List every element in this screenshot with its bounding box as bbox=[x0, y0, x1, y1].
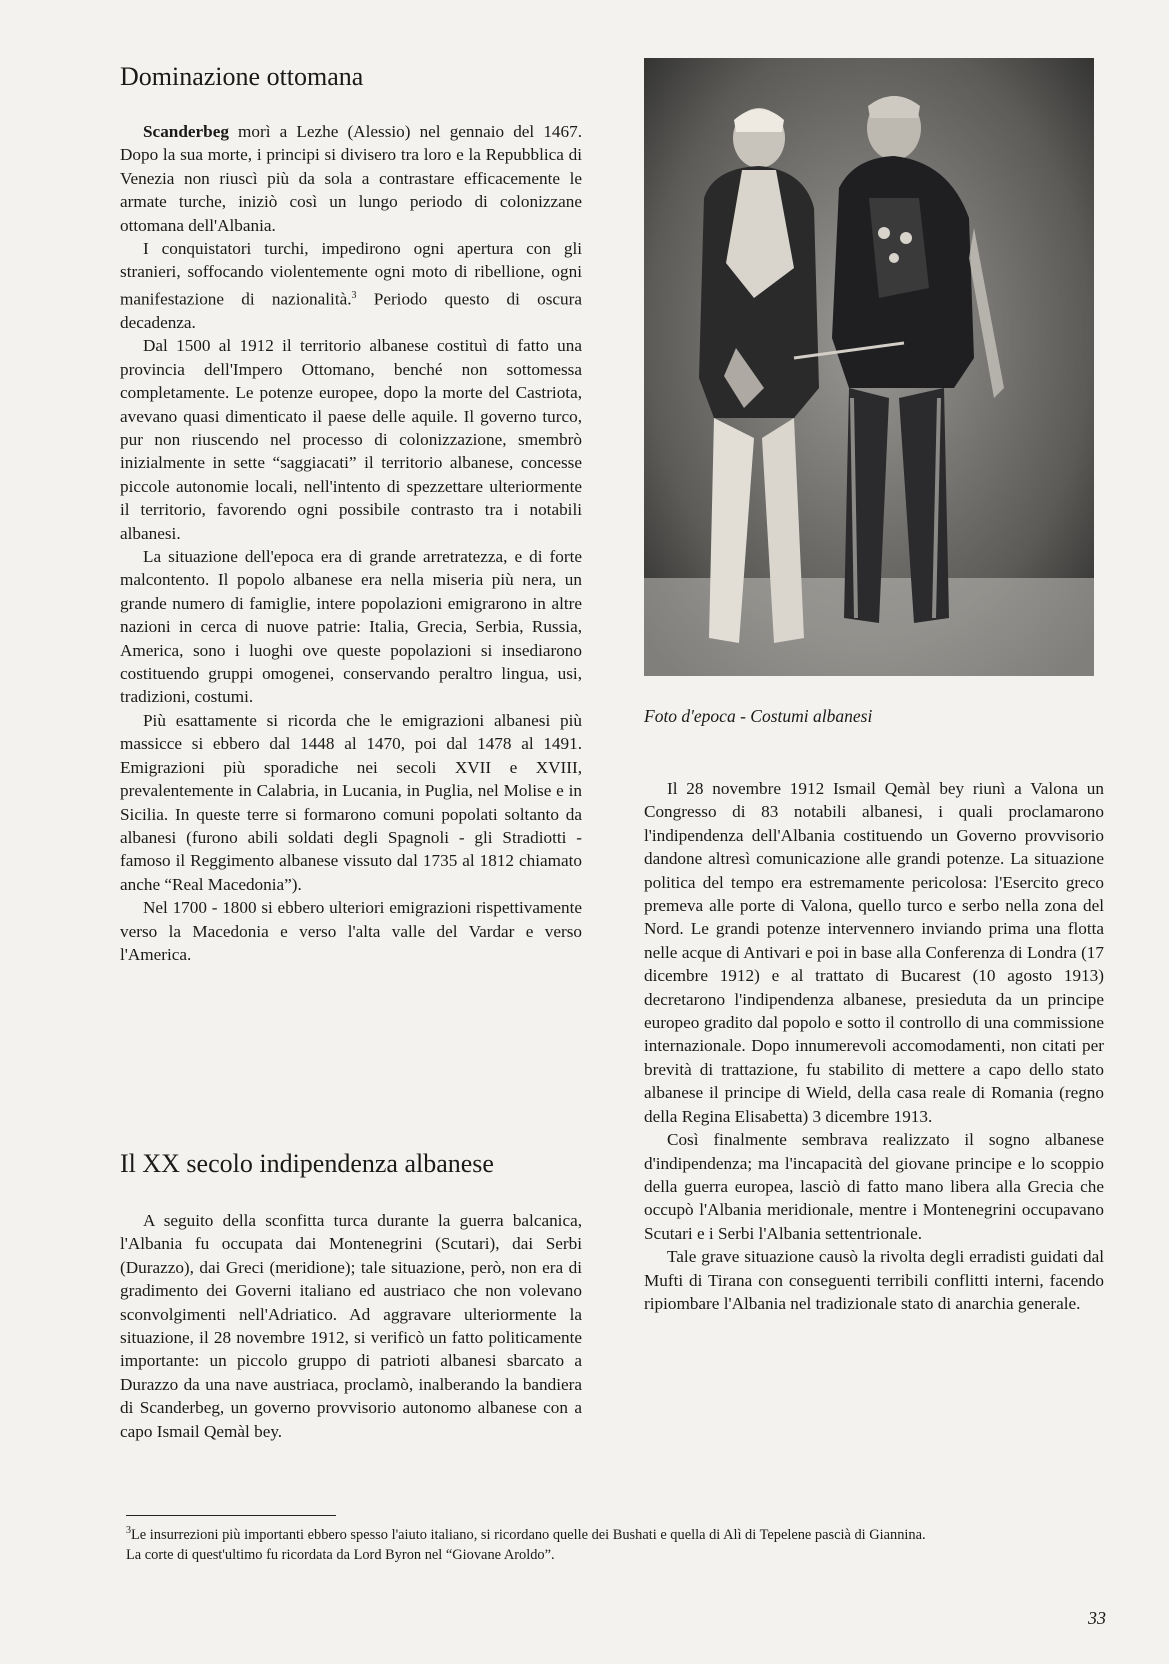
paragraph: Il 28 novembre 1912 Ismail Qemàl bey riunì a Valona un Congresso di 83 notabili albanesi, i quali proclamarono l'indipendenza dell'Albania costituendo un Governo provvisorio dandone altresì comunicazione alle grandi potenze. La situazione politica del tempo era estremamente pericolosa: l'Esercito greco premeva alle porte di Valona, quello turco e serbo nella zona del Nord. Le grandi potenze intervennero inviando prima una flotta nelle acque di Antivari e poi in base alla Conferenza di Londra (17 dicembre 1912) e al trattato di Bucarest (10 agosto 1913) decretarono l'indipendenza albanese, presieduta da un principe europeo gradito dal popolo e sotto il controllo di una commissione internazionale. Dopo innumerevoli accomodamenti, non citati per brevità di trattazione, fu stabilito di mettere a capo dello stato albanese il principe di Wield, della casa reale di Romania (regno della Regina Elisabetta) 3 dicembre 1913. bbox=[644, 779, 1104, 1126]
footnote-marker: 3 bbox=[126, 1525, 131, 1536]
section-title-xx-secolo: Il XX secolo indipendenza albanese bbox=[120, 1149, 494, 1178]
paragraph-text: Periodo questo di oscura decadenza. bbox=[120, 289, 582, 332]
paragraph: La situazione dell'epoca era di grande arretratezza, e di forte malcontento. Il popolo albanese era nella miseria più nera, un grande numero di famiglie, intere popolazioni emigrarono in altre nazioni in cerca di nuove patrie: Italia, Grecia, Serbia, Russia, America, sono i luoghi ove queste popolazioni si insediarono costituendo gruppi omogenei, conservando peraltro lingua, usi, tradizioni, costumi. bbox=[120, 547, 582, 707]
left-column-text-2 bbox=[120, 1209, 582, 1443]
historic-photo bbox=[644, 58, 1094, 676]
section-title-dominazione: Dominazione ottomana bbox=[120, 62, 364, 91]
paragraph: Così finalmente sembrava realizzato il sogno albanese d'indipendenza; ma l'incapacità del giovane principe e lo scoppio della guerra europea, lasciò di fatto mano libera alla Grecia che occupò l'Albania meridionale, mentre i Montenegrini occupavano Scutari e i Serbi l'Albania settentrionale. bbox=[644, 1130, 1104, 1243]
photo-illustration bbox=[644, 58, 1094, 676]
paragraph bbox=[120, 120, 582, 237]
paragraph: Dal 1500 al 1912 il territorio albanese costituì di fatto una provincia dell'Impero Ottomano, benché non sottomessa completamente. Le potenze europee, dopo la morte del Castriota, avevano quasi dimenticato il paese delle aquile. Il governo turco, pur non riuscendo nel processo di colonizzazione, smembrò inizialmente in sette “saggiacati” il territorio albanese, concesse piccole autonomie locali, nell'intento di spezzettare ulteriormente il territorio, favorendo ogni possibile contrasto tra i notabili albanesi. bbox=[120, 336, 582, 543]
footnote-divider bbox=[126, 1515, 336, 1516]
bold-lead: Scanderbeg bbox=[143, 122, 229, 141]
paragraph bbox=[120, 237, 582, 334]
footnote bbox=[126, 1521, 1116, 1565]
left-column-text bbox=[120, 120, 582, 966]
footnote-line: La corte di quest'ultimo fu ricordata da Lord Byron nel “Giovane Aroldo”. bbox=[126, 1546, 555, 1563]
paragraph: A seguito della sconfitta turca durante la guerra balcanica, l'Albania fu occupata dai Montenegrini (Scutari), dai Serbi (Durazzo), dai Greci (meridione); tale situazione, però, non era di gradimento dei Governi italiano ed austriaco che non volevano sconvolgimenti nell'Adriatico. Ad aggravare ulteriormente la situazione, il 28 novembre 1912, si verificò un fatto politicamente importante: un piccolo gruppo di patrioti albanesi sbarcato a Durazzo da una nave austriaca, proclamò, inalberando la bandiera di Scanderbeg, un governo provvisorio autonomo albanese con a capo Ismail Qemàl bey. bbox=[120, 1211, 582, 1441]
footnote-ref: 3 bbox=[351, 289, 357, 301]
photo-caption: Foto d'epoca - Costumi albanesi bbox=[644, 706, 873, 726]
footnote-line bbox=[126, 1521, 1116, 1545]
page-number: 33 bbox=[1088, 1608, 1106, 1628]
paragraph: Tale grave situazione causò la rivolta degli erradisti guidati dal Mufti di Tirana con conseguenti terribili conflitti interni, facendo ripiombare l'Albania nel tradizionale stato di anarchia generale. bbox=[644, 1247, 1104, 1313]
right-column-text bbox=[644, 777, 1104, 1315]
paragraph-text: morì a Lezhe (Alessio) nel gennaio del 1467. Dopo la sua morte, i principi si divisero tra loro e la Repubblica di Venezia non riuscì più da sola a contrastare efficacemente le armate turche, iniziò così un lungo periodo di colonizzane ottomana dell'Albania. bbox=[120, 122, 582, 235]
paragraph-text: I conquistatori turchi, impedirono ogni apertura con gli stranieri, soffocando violentemente ogni moto di ribellione, ogni manifestazione di nazionalità. bbox=[120, 239, 582, 309]
paragraph: Più esattamente si ricorda che le emigrazioni albanesi più massicce si ebbero dal 1448 al 1470, poi dal 1478 al 1491. Emigrazioni più sporadiche nei secoli XVII e XVIII, prevalentemente in Calabria, in Lucania, in Puglia, nel Molise e in Sicilia. In queste terre si formarono comuni popolati soltanto da albanesi (furono abili soldati degli Spagnoli - gli Stradiotti - famoso il Reggimento albanese vissuto dal 1735 al 1812 chiamato anche “Real Macedonia”). bbox=[120, 710, 582, 894]
paragraph: Nel 1700 - 1800 si ebbero ulteriori emigrazioni rispettivamente verso la Macedonia e verso l'alta valle del Vardar e verso l'America. bbox=[120, 898, 582, 964]
footnote-text: Le insurrezioni più importanti ebbero spesso l'aiuto italiano, si ricordano quelle dei Bushati e quella di Alì di Tepelene pascià di Giannina. bbox=[131, 1526, 926, 1543]
